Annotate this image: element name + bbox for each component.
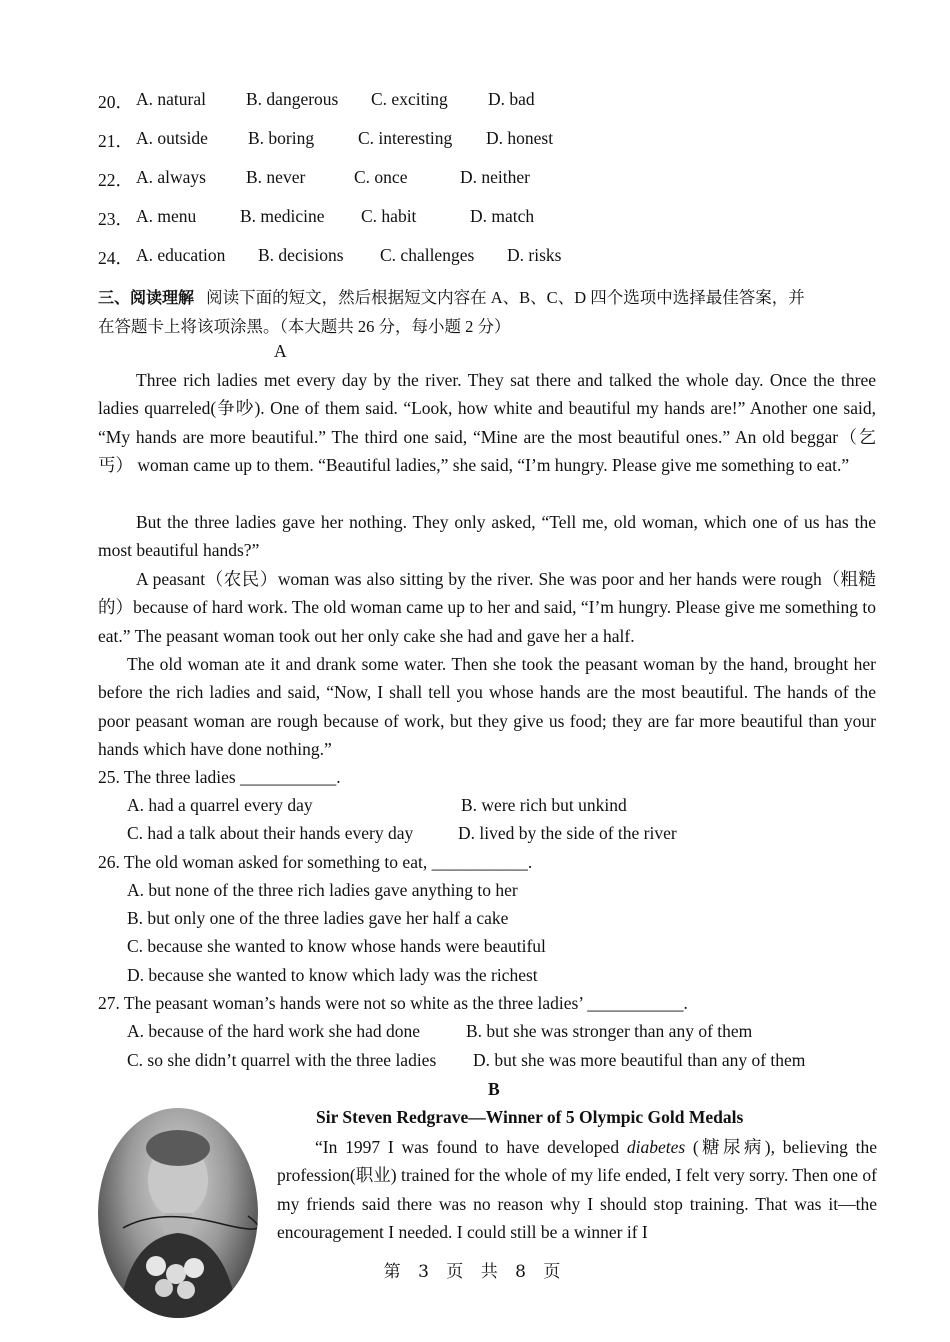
question-27-option-a: A. because of the hard work she had done (127, 1021, 421, 1041)
option-c: C. exciting (371, 89, 448, 109)
option-a: A. outside (136, 128, 208, 148)
passage-b-title: Sir Steven Redgrave—Winner of 5 Olympic Gold Medals (316, 1107, 744, 1127)
option-c: C. habit (361, 206, 417, 226)
passage-a-paragraph-1: Three rich ladies met every day by the river. They sat there and talked the whole day. Once the three ladies quarreled(争吵). One of them said. “Look, how white and beautiful my hands are!” Another one said, “My hands are more beautiful.” The third one said, “Mine are the most beautiful ones.” An old beggar（乞丐） woman came up to them. “Beautiful ladies,” she said, “I’m hungry. Please give me something to eat.” (98, 370, 876, 476)
option-b: B. medicine (240, 206, 325, 226)
passage-a-paragraph-2: But the three ladies gave her nothing. They only asked, “Tell me, old woman, which one of us has the most beautiful hands?” (98, 512, 876, 561)
option-d: D. match (470, 206, 535, 226)
section-heading: 三、阅读理解 (98, 288, 195, 307)
question-26-option-b: B. but only one of the three ladies gave her half a cake (127, 908, 509, 928)
page-footer: 第 3 页 共 8 页 (383, 1262, 567, 1282)
section-instruction: 阅读下面的短文，然后根据短文内容在 A、B、C、D 四个选项中选择最佳答案，并 (206, 288, 805, 307)
question-26-option-d: D. because she wanted to know which lady was the richest (127, 965, 538, 985)
option-b: B. dangerous (246, 89, 339, 109)
passage-a-paragraph-4: The old woman ate it and drank some water. Then she took the peasant woman by the hand, brought her before the rich ladies and said, “Now, I shall tell you whose hands are the most beautiful. The hands of the poor peasant woman are rough because of work, but they give us food; they are far more beautiful than your hands which have done nothing.” (98, 654, 876, 760)
passage-a-paragraph-3: A peasant（农民）woman was also sitting by the river. She was poor and her hands were rough（粗糙的）because of hard work. The old woman came up to her and said, “I’m hungry. Please give me something to eat.” The peasant woman took out her only cake she had and gave her a half. (98, 569, 876, 646)
question-25-option-b: B. were rich but unkind (461, 795, 627, 815)
passage-b-italic-term: diabetes (626, 1137, 686, 1157)
option-d: D. bad (488, 89, 535, 109)
question-25-stem: 25. The three ladies ___________. (98, 767, 341, 787)
option-a: A. menu (136, 206, 197, 226)
question-27-option-b: B. but she was stronger than any of them (466, 1021, 753, 1041)
passage-b-paragraph-1 (277, 1133, 877, 1247)
option-b: B. never (246, 167, 306, 187)
section-instruction-line2: 在答题卡上将该项涂黑。（本大题共 26 分，每小题 2 分） (98, 317, 511, 336)
athlete-portrait-illustration (98, 1108, 258, 1318)
option-number: 21． (98, 131, 133, 151)
option-b: B. boring (248, 128, 315, 148)
passage-b-text-start: “In 1997 I was found to have developed (315, 1137, 627, 1157)
passage-a-label: A (274, 341, 287, 361)
option-number: 24． (98, 248, 133, 268)
passage-b-label: B (488, 1079, 500, 1099)
option-number: 23． (98, 209, 133, 229)
question-27-stem: 27. The peasant woman’s hands were not so white as the three ladies’ ___________. (98, 993, 688, 1013)
question-25-option-a: A. had a quarrel every day (127, 795, 313, 815)
question-26-option-a: A. but none of the three rich ladies gave anything to her (127, 880, 518, 900)
option-c: C. once (354, 167, 408, 187)
option-d: D. risks (507, 245, 562, 265)
option-number: 22． (98, 170, 133, 190)
option-b: B. decisions (258, 245, 344, 265)
passage-b-text-rest: (糖尿病), believing the profession(职业) trained for the whole of my life ended, I felt very sorry. Then one of my friends said there was no reason why I should stop training. That was it—the encouragement I needed. I could still be a winner if I (277, 1137, 878, 1243)
question-27-option-d: D. but she was more beautiful than any of them (473, 1050, 806, 1070)
option-c: C. interesting (358, 128, 453, 148)
option-c: C. challenges (380, 245, 475, 265)
question-25-option-c: C. had a talk about their hands every day (127, 823, 414, 843)
option-a: A. natural (136, 89, 206, 109)
question-25-option-d: D. lived by the side of the river (458, 823, 677, 843)
question-26-stem: 26. The old woman asked for something to eat, ___________. (98, 852, 533, 872)
question-27-option-c: C. so she didn’t quarrel with the three ladies (127, 1050, 437, 1070)
option-a: A. always (136, 167, 206, 187)
option-d: D. honest (486, 128, 554, 148)
option-a: A. education (136, 245, 226, 265)
question-26-option-c: C. because she wanted to know whose hands were beautiful (127, 936, 546, 956)
option-d: D. neither (460, 167, 530, 187)
section-heading-line (98, 284, 805, 308)
option-number: 20． (98, 92, 133, 112)
athlete-photo (98, 1108, 258, 1318)
